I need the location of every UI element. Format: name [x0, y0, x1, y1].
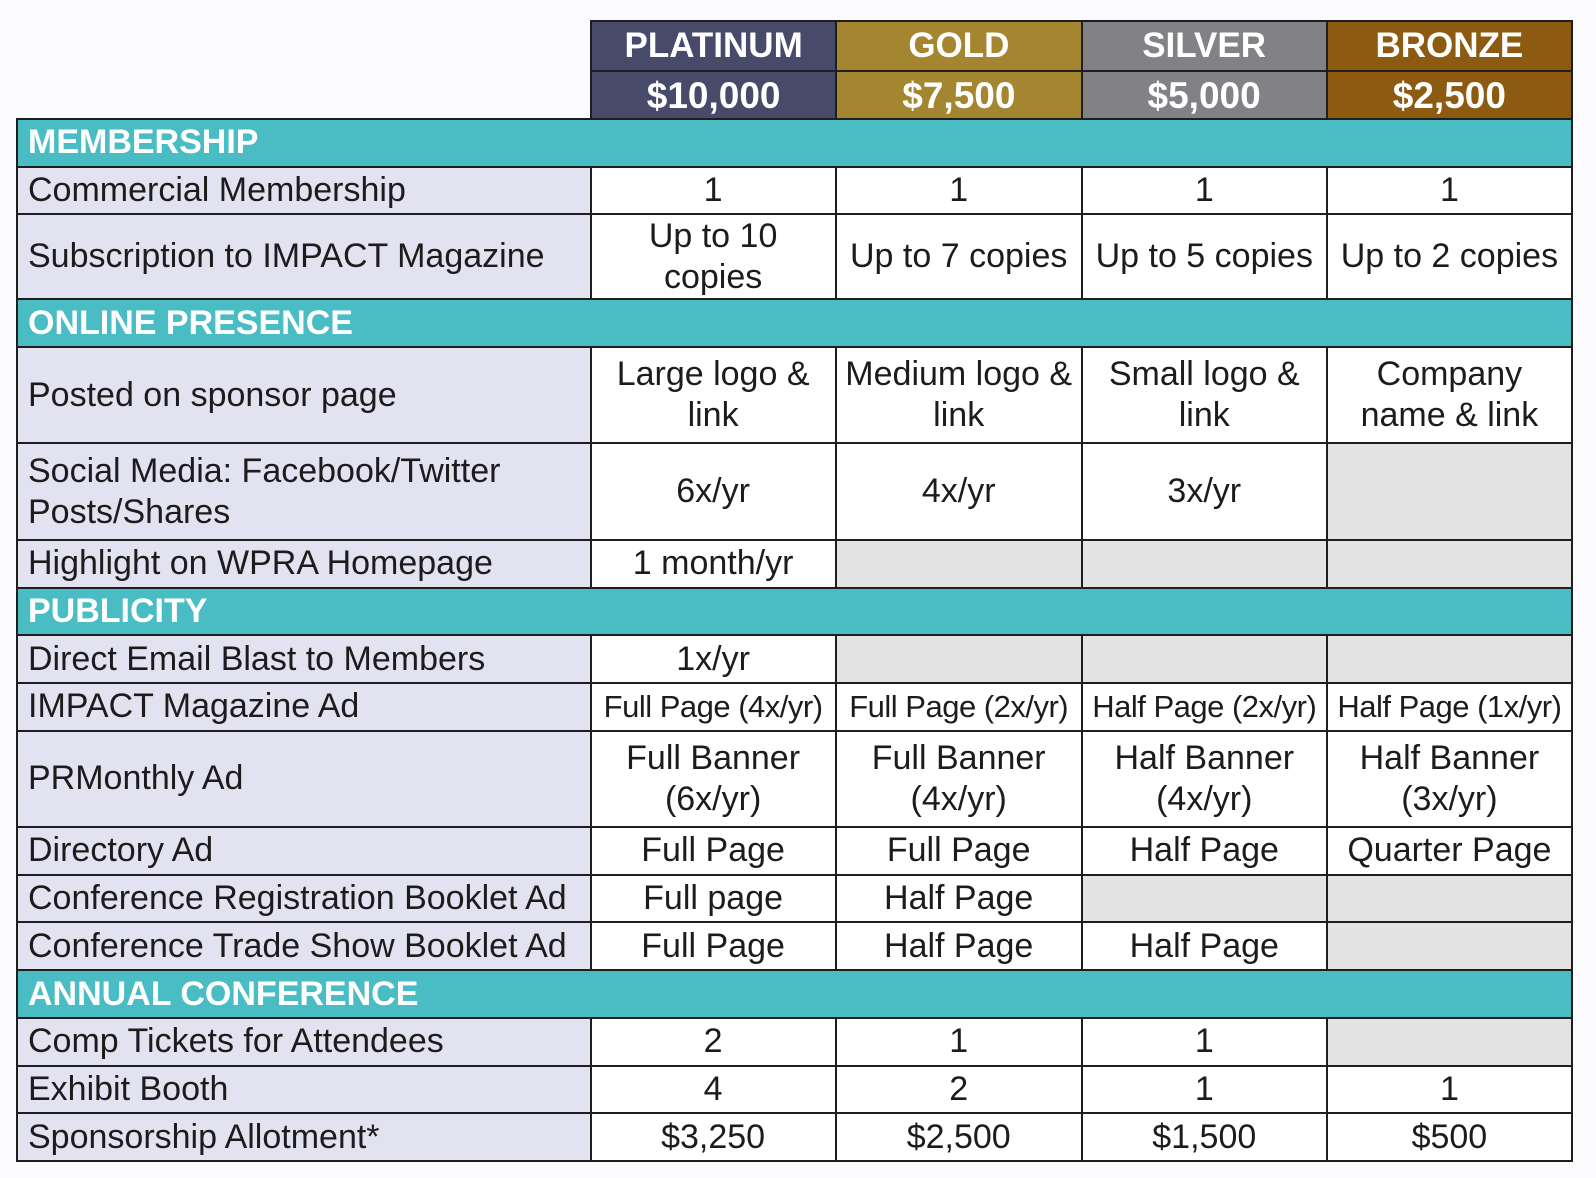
- benefit-value-platinum: Full Page: [591, 922, 836, 970]
- section-title-membership: MEMBERSHIP: [17, 119, 1572, 167]
- benefit-value-gold: 1: [836, 167, 1082, 215]
- benefit-value-bronze: Company name & link: [1327, 347, 1572, 443]
- benefit-value-silver: 1: [1082, 167, 1327, 215]
- tier-header: [590, 20, 1573, 122]
- benefit-value-gold: 4x/yr: [836, 443, 1082, 539]
- benefit-label: Directory Ad: [17, 827, 591, 875]
- sponsorship-benefits-table: [16, 118, 1573, 1162]
- benefit-value-bronze: [1327, 635, 1572, 683]
- benefit-value-silver: 3x/yr: [1082, 443, 1327, 539]
- benefit-value-platinum: Full Banner (6x/yr): [591, 731, 836, 827]
- benefit-row: [17, 731, 1572, 827]
- benefit-value-bronze: [1327, 875, 1572, 923]
- tier-name-gold: GOLD: [836, 21, 1081, 71]
- benefit-label: Social Media: Facebook/Twitter Posts/Shares: [17, 443, 591, 539]
- tier-price-row: [591, 71, 1572, 121]
- benefit-value-gold: [836, 540, 1082, 588]
- tier-price-bronze: $2,500: [1327, 71, 1572, 121]
- benefit-label: IMPACT Magazine Ad: [17, 683, 591, 731]
- benefit-value-silver: Up to 5 copies: [1082, 214, 1327, 299]
- benefit-value-silver: 1: [1082, 1018, 1327, 1066]
- benefit-value-gold: $2,500: [836, 1113, 1082, 1161]
- benefit-value-platinum: Up to 10 copies: [591, 214, 836, 299]
- benefit-value-platinum: 1x/yr: [591, 635, 836, 683]
- tier-name-bronze: BRONZE: [1327, 21, 1572, 71]
- benefit-row: [17, 1018, 1572, 1066]
- benefit-value-gold: Full Page: [836, 827, 1082, 875]
- benefit-value-bronze: Half Page (1x/yr): [1327, 683, 1572, 731]
- benefit-row: [17, 922, 1572, 970]
- benefit-value-bronze: Quarter Page: [1327, 827, 1572, 875]
- benefit-label: Subscription to IMPACT Magazine: [17, 214, 591, 299]
- benefit-row: [17, 347, 1572, 443]
- benefit-value-bronze: Half Banner (3x/yr): [1327, 731, 1572, 827]
- benefit-value-platinum: 2: [591, 1018, 836, 1066]
- benefit-value-bronze: $500: [1327, 1113, 1572, 1161]
- section-header-row: [17, 970, 1572, 1018]
- tier-name-silver: SILVER: [1082, 21, 1327, 71]
- tier-name-platinum: PLATINUM: [591, 21, 836, 71]
- benefit-value-platinum: 6x/yr: [591, 443, 836, 539]
- benefit-value-bronze: [1327, 922, 1572, 970]
- benefit-value-gold: Up to 7 copies: [836, 214, 1082, 299]
- benefit-value-gold: Full Page (2x/yr): [836, 683, 1082, 731]
- benefit-value-bronze: Up to 2 copies: [1327, 214, 1572, 299]
- benefit-value-platinum: Full page: [591, 875, 836, 923]
- benefit-value-bronze: 1: [1327, 167, 1572, 215]
- benefit-value-bronze: [1327, 1018, 1572, 1066]
- benefit-value-gold: Half Page: [836, 922, 1082, 970]
- benefit-value-silver: [1082, 635, 1327, 683]
- benefit-row: [17, 635, 1572, 683]
- benefit-value-silver: [1082, 875, 1327, 923]
- benefit-value-gold: Half Page: [836, 875, 1082, 923]
- benefit-value-platinum: 4: [591, 1066, 836, 1114]
- section-header-row: [17, 299, 1572, 347]
- benefit-label: Commercial Membership: [17, 167, 591, 215]
- benefit-row: [17, 214, 1572, 299]
- section-title-publicity: PUBLICITY: [17, 588, 1572, 636]
- section-title-online-presence: ONLINE PRESENCE: [17, 299, 1572, 347]
- benefit-value-platinum: Large logo & link: [591, 347, 836, 443]
- tier-price-platinum: $10,000: [591, 71, 836, 121]
- benefit-value-silver: 1: [1082, 1066, 1327, 1114]
- section-title-annual-conference: ANNUAL CONFERENCE: [17, 970, 1572, 1018]
- benefit-value-platinum: Full Page: [591, 827, 836, 875]
- benefit-label: Direct Email Blast to Members: [17, 635, 591, 683]
- benefit-value-gold: 1: [836, 1018, 1082, 1066]
- benefit-label: Conference Trade Show Booklet Ad: [17, 922, 591, 970]
- benefit-label: Conference Registration Booklet Ad: [17, 875, 591, 923]
- benefit-value-platinum: Full Page (4x/yr): [591, 683, 836, 731]
- benefit-value-silver: Half Page (2x/yr): [1082, 683, 1327, 731]
- tier-price-silver: $5,000: [1082, 71, 1327, 121]
- benefit-value-silver: $1,500: [1082, 1113, 1327, 1161]
- benefit-value-silver: Small logo & link: [1082, 347, 1327, 443]
- benefit-row: [17, 875, 1572, 923]
- benefit-row: [17, 443, 1572, 539]
- benefit-label: Sponsorship Allotment*: [17, 1113, 591, 1161]
- benefit-value-gold: [836, 635, 1082, 683]
- benefit-value-silver: Half Banner (4x/yr): [1082, 731, 1327, 827]
- benefit-label: Comp Tickets for Attendees: [17, 1018, 591, 1066]
- benefit-value-platinum: 1 month/yr: [591, 540, 836, 588]
- section-header-row: [17, 588, 1572, 636]
- benefit-value-silver: Half Page: [1082, 827, 1327, 875]
- benefit-label: Exhibit Booth: [17, 1066, 591, 1114]
- benefit-row: [17, 827, 1572, 875]
- benefit-value-platinum: $3,250: [591, 1113, 836, 1161]
- benefit-row: [17, 1066, 1572, 1114]
- benefits-body: [17, 119, 1572, 1161]
- tier-name-row: [591, 21, 1572, 71]
- section-header-row: [17, 119, 1572, 167]
- benefit-value-silver: [1082, 540, 1327, 588]
- benefit-value-gold: Medium logo & link: [836, 347, 1082, 443]
- benefit-label: PRMonthly Ad: [17, 731, 591, 827]
- benefit-value-silver: Half Page: [1082, 922, 1327, 970]
- benefit-value-bronze: [1327, 540, 1572, 588]
- benefit-label: Highlight on WPRA Homepage: [17, 540, 591, 588]
- benefit-value-platinum: 1: [591, 167, 836, 215]
- benefit-row: [17, 540, 1572, 588]
- benefit-label: Posted on sponsor page: [17, 347, 591, 443]
- benefit-row: [17, 683, 1572, 731]
- benefit-value-bronze: [1327, 443, 1572, 539]
- benefit-value-bronze: 1: [1327, 1066, 1572, 1114]
- benefit-row: [17, 167, 1572, 215]
- benefit-value-gold: Full Banner (4x/yr): [836, 731, 1082, 827]
- tier-price-gold: $7,500: [836, 71, 1081, 121]
- benefit-value-gold: 2: [836, 1066, 1082, 1114]
- benefit-row: [17, 1113, 1572, 1161]
